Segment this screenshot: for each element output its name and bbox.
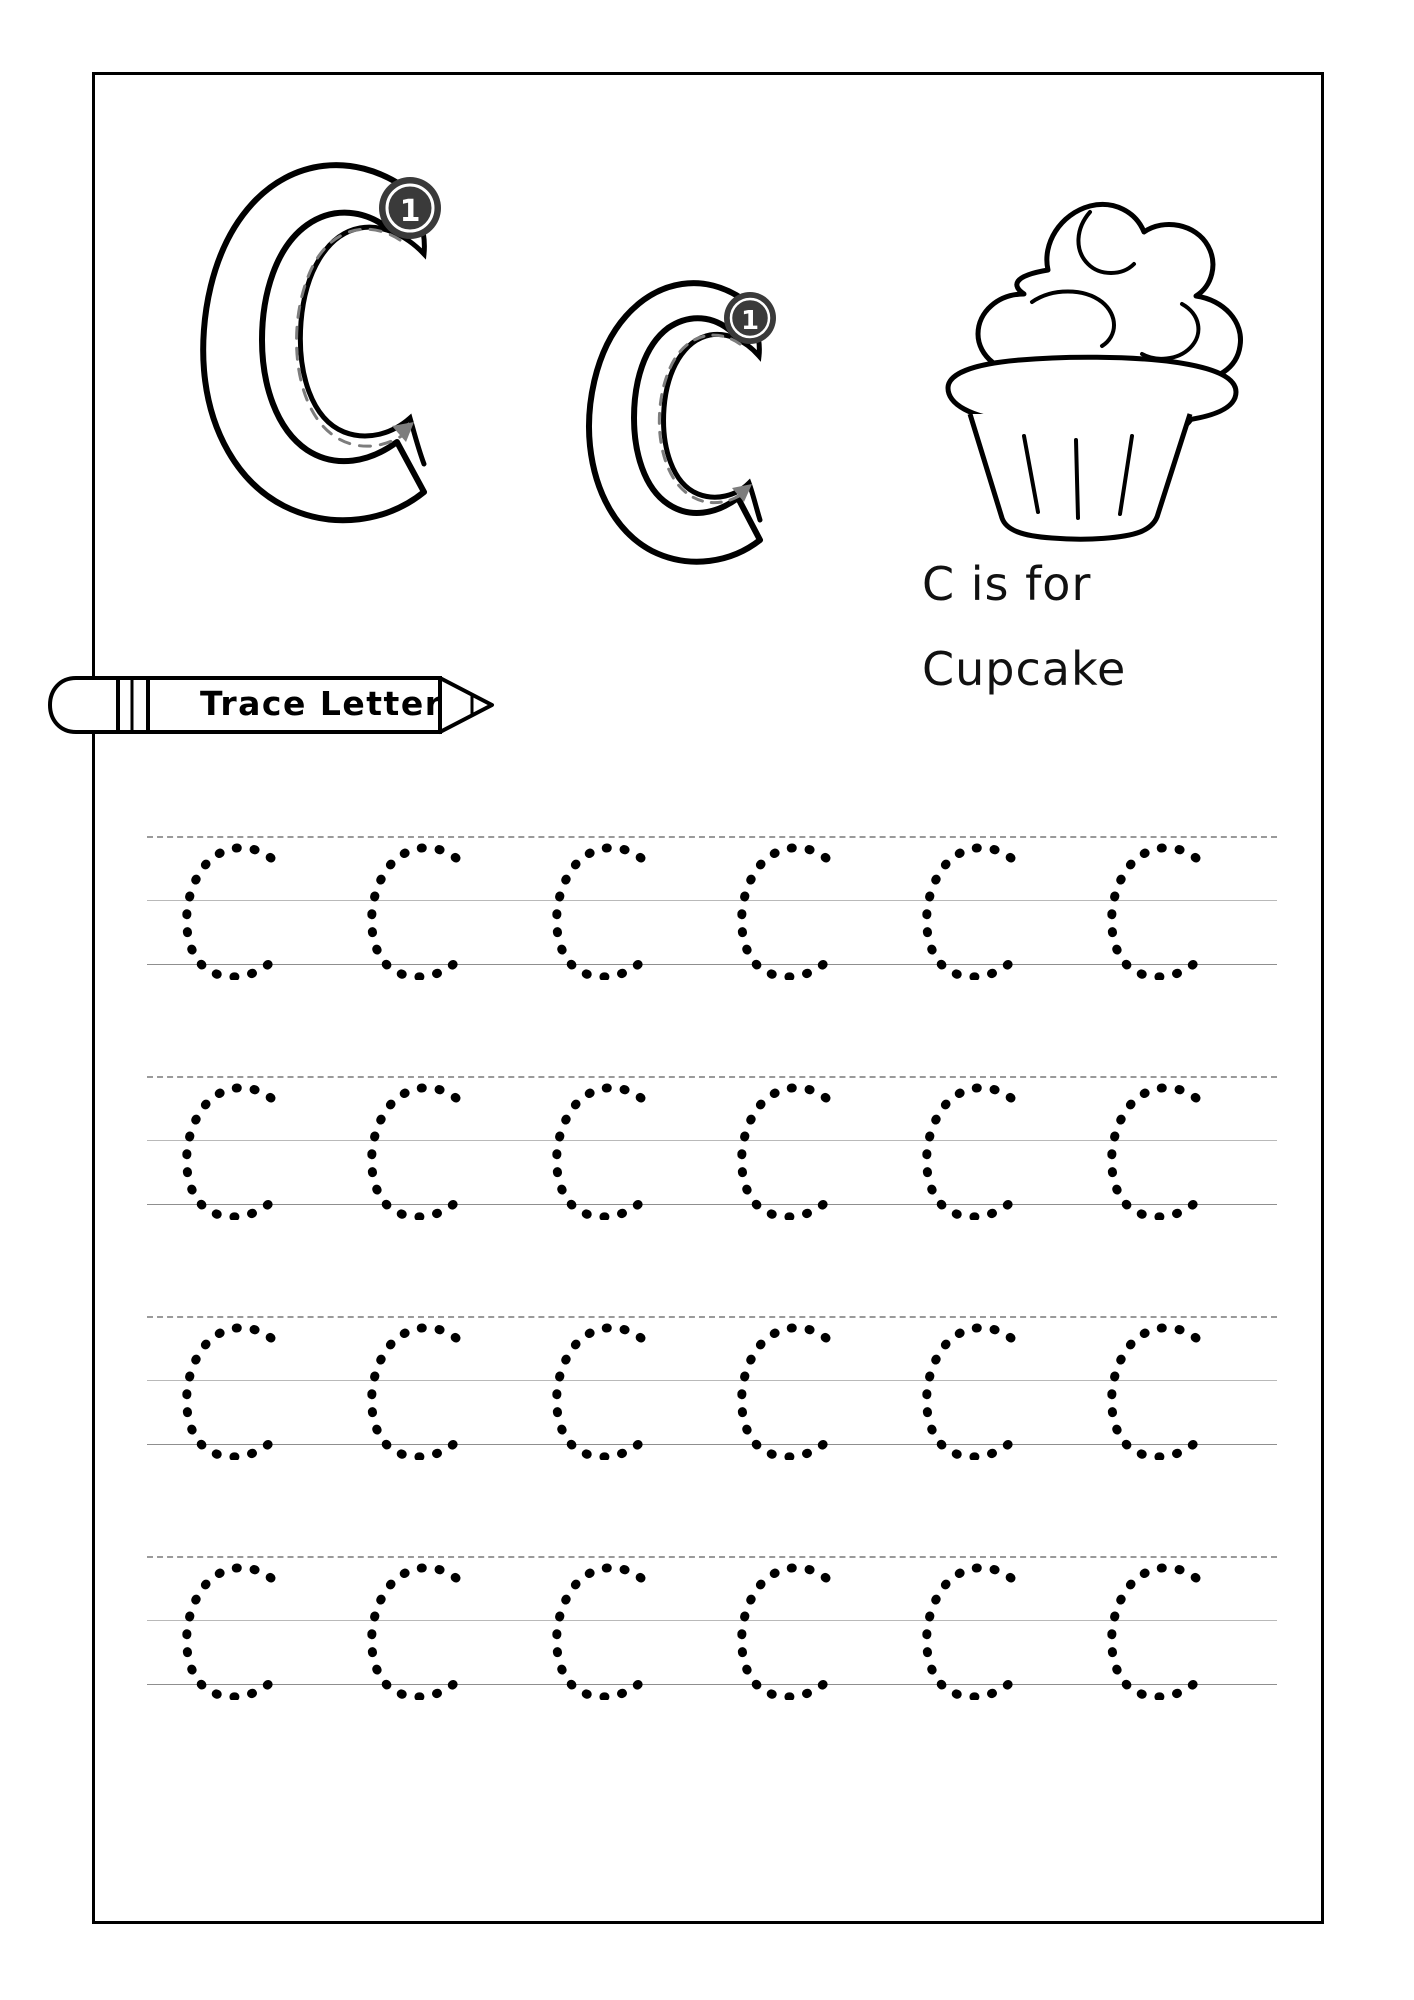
trace-letter-slot [167, 830, 307, 980]
cupcake-illustration [852, 152, 1272, 556]
trace-letter-slot [352, 1070, 492, 1220]
word-prompt [922, 542, 1302, 712]
trace-letter-slot [722, 830, 862, 980]
trace-letter-slot [167, 1310, 307, 1460]
trace-letter-slot [167, 1550, 307, 1700]
trace-letter-slot [1092, 1550, 1232, 1700]
uppercase-letter-demo [152, 112, 512, 556]
svg-text:1: 1 [399, 194, 421, 229]
trace-letter-banner [40, 660, 540, 750]
trace-letter-slot [1092, 1070, 1232, 1220]
trace-letter-slot [352, 1310, 492, 1460]
trace-letter-slot [1092, 830, 1232, 980]
trace-letter-slot [907, 1070, 1047, 1220]
trace-letter-slot [907, 830, 1047, 980]
trace-letter-slot [352, 1550, 492, 1700]
trace-letter-slot [167, 1070, 307, 1220]
practice-rows [92, 800, 1324, 1760]
word-prompt-line-2: Cupcake [922, 642, 1127, 697]
letter-demo-row [92, 72, 1324, 702]
trace-letter-slot [537, 1310, 677, 1460]
practice-row [92, 1280, 1324, 1520]
trace-letter-slot [907, 1550, 1047, 1700]
lowercase-letter-demo [562, 252, 822, 576]
svg-text:1: 1 [740, 306, 760, 336]
trace-letter-slot [722, 1550, 862, 1700]
trace-letter-label: Trace Letter [200, 684, 443, 723]
trace-letter-slot [1092, 1310, 1232, 1460]
trace-letter-slot [537, 1070, 677, 1220]
trace-letter-slot [352, 830, 492, 980]
trace-letter-slot [537, 1550, 677, 1700]
trace-letter-slot [907, 1310, 1047, 1460]
practice-row [92, 800, 1324, 1040]
practice-row [92, 1040, 1324, 1280]
trace-letter-slot [722, 1070, 862, 1220]
trace-letter-slot [722, 1310, 862, 1460]
word-prompt-line-1: C is for [922, 557, 1092, 611]
practice-row [92, 1520, 1324, 1760]
trace-letter-slot [537, 830, 677, 980]
